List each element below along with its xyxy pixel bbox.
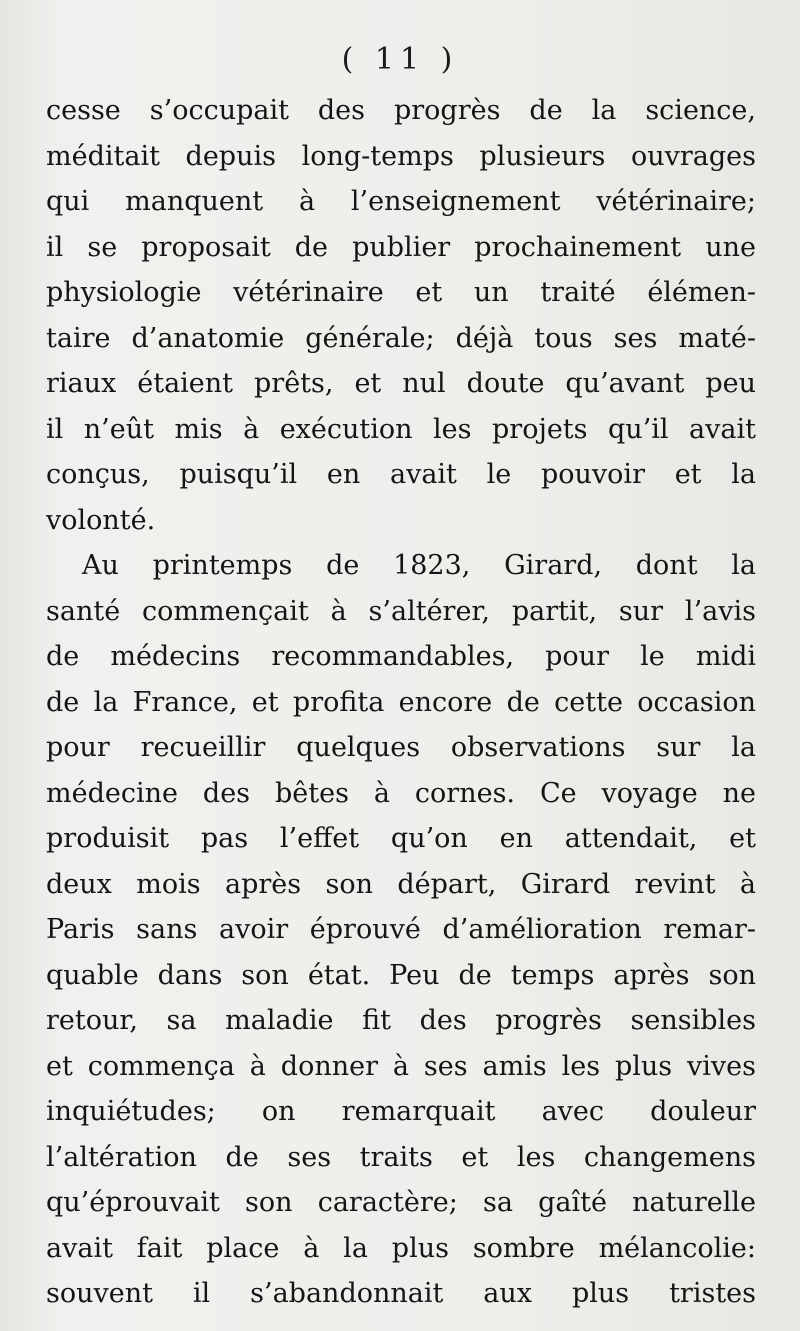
- text-line: riaux étaient prêts, et nul doute qu’avant peu: [46, 368, 756, 399]
- text-line: l’altération de ses traits et les changemens: [46, 1141, 756, 1173]
- text-line: cesse s’occupait des progrès de la science,: [46, 95, 756, 126]
- text-line: retour, sa maladie fit des progrès sensibles: [46, 1005, 756, 1036]
- text-line: conçus, puisqu’il en avait le pouvoir et la: [46, 459, 756, 490]
- text-line: souvent il s’abandonnait aux plus tristes: [46, 1278, 756, 1309]
- text-line: produisit pas l’effet qu’on en attendait, et: [46, 823, 756, 854]
- text-line: il n’eût mis à exécution les projets qu’il avait: [46, 413, 756, 445]
- text-line: il se proposait de publier prochainement une: [46, 231, 756, 263]
- text-line: de la France, et profita encore de cette occasion: [46, 686, 756, 718]
- text-line: Paris sans avoir éprouvé d’amélioration remar-: [46, 914, 756, 945]
- text-line: santé commençait à s’altérer, partit, sur l’avis: [46, 595, 756, 627]
- text-line: médecine des bêtes à cornes. Ce voyage ne: [46, 777, 756, 809]
- text-line: avait fait place à la plus sombre mélancolie:: [46, 1232, 756, 1264]
- text-line: méditait depuis long-temps plusieurs ouvrages: [46, 140, 756, 172]
- text-line: inquiétudes; on remarquait avec douleur: [46, 1096, 756, 1127]
- paragraph-start-line: Au printemps de 1823, Girard, dont la: [82, 550, 756, 581]
- text-line: pour recueillir quelques observations sur la: [46, 732, 756, 763]
- text-line: quable dans son état. Peu de temps après son: [46, 959, 756, 991]
- text-line: qui manquent à l’enseignement vétérinaire;: [46, 186, 756, 217]
- text-line: qu’éprouvait son caractère; sa gaîté naturelle: [46, 1187, 756, 1218]
- text-line: taire d’anatomie générale; déjà tous ses maté-: [46, 322, 756, 354]
- body-text: [46, 88, 756, 1317]
- paragraph-end-line: volonté.: [46, 504, 156, 536]
- text-line: physiologie vétérinaire et un traité élémen-: [46, 277, 756, 308]
- text-line: deux mois après son départ, Girard revint à: [46, 868, 756, 900]
- page-number: ( 11 ): [341, 42, 459, 77]
- text-line: de médecins recommandables, pour le midi: [46, 641, 756, 672]
- text-line: et commença à donner à ses amis les plus vives: [46, 1050, 756, 1082]
